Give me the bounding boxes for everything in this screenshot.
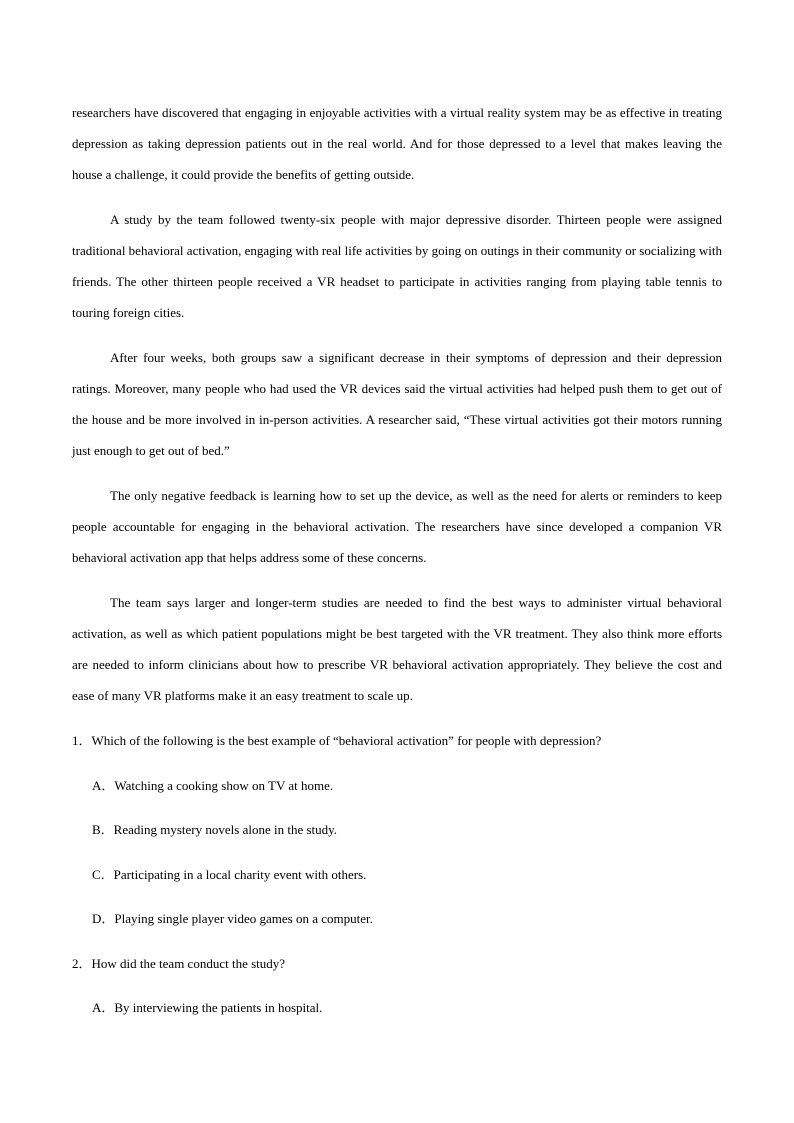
option-letter: A．: [92, 777, 115, 793]
question-2-option-a: [92, 992, 722, 1023]
question-2: [72, 948, 722, 979]
option-letter: C．: [92, 866, 114, 882]
document-page: [72, 97, 722, 1037]
option-letter: A．: [92, 1000, 115, 1015]
question-text: How did the team conduct the study?: [91, 955, 286, 971]
passage-paragraph: The team says larger and longer-term studies are needed to find the best ways to administer virtual behavioral activation, as well as which patient populations might be best targeted with the VR treatment. They also think more efforts are needed to inform clinicians about how to prescribe VR behavioral activation appropriately. They believe the cost and ease of many VR platforms make it an easy treatment to scale up.: [72, 595, 722, 703]
question-1-option-a: [92, 770, 722, 801]
question-1-option-d: [92, 903, 722, 934]
option-text: Playing single player video games on a computer.: [114, 911, 373, 926]
question-number: 1．: [72, 733, 92, 748]
option-text: Participating in a local charity event with others.: [113, 866, 367, 882]
question-1: [72, 725, 722, 756]
option-text: Watching a cooking show on TV at home.: [114, 777, 334, 793]
question-1-option-b: [92, 814, 722, 845]
passage-paragraph: The only negative feedback is learning how to set up the device, as well as the need for alerts or reminders to keep people accountable for engaging in the behavioral activation. The researchers have since developed a companion VR behavioral activation app that helps address some of these concerns.: [72, 488, 722, 565]
passage-paragraph: A study by the team followed twenty-six people with major depressive disorder. Thirteen people were assigned traditional behavioral activation, engaging with real life activities by going on outings in their community or socializing with friends. The other thirteen people received a VR headset to participate in activities ranging from playing table tennis to touring foreign cities.: [72, 212, 722, 320]
option-text: Reading mystery novels alone in the study.: [113, 822, 338, 837]
option-letter: B．: [92, 822, 114, 837]
question-1-option-c: [92, 859, 722, 890]
passage-paragraph: researchers have discovered that engaging in enjoyable activities with a virtual reality system may be as effective in treating depression as taking depression patients out in the real world. And for those depressed to a level that makes leaving the house a challenge, it could provide the benefits of getting outside.: [72, 105, 722, 182]
passage-paragraph: After four weeks, both groups saw a significant decrease in their symptoms of depression and their depression ratings. Moreover, many people who had used the VR devices said the virtual activities had helped push them to get out of the house and be more involved in in-person activities. A researcher said, “These virtual activities got their motors running just enough to get out of bed.”: [72, 350, 722, 458]
option-text: By interviewing the patients in hospital.: [114, 1000, 323, 1015]
question-number: 2．: [72, 955, 92, 971]
question-text: Which of the following is the best example of “behavioral activation” for people with depression?: [91, 733, 602, 748]
option-letter: D．: [92, 911, 115, 926]
